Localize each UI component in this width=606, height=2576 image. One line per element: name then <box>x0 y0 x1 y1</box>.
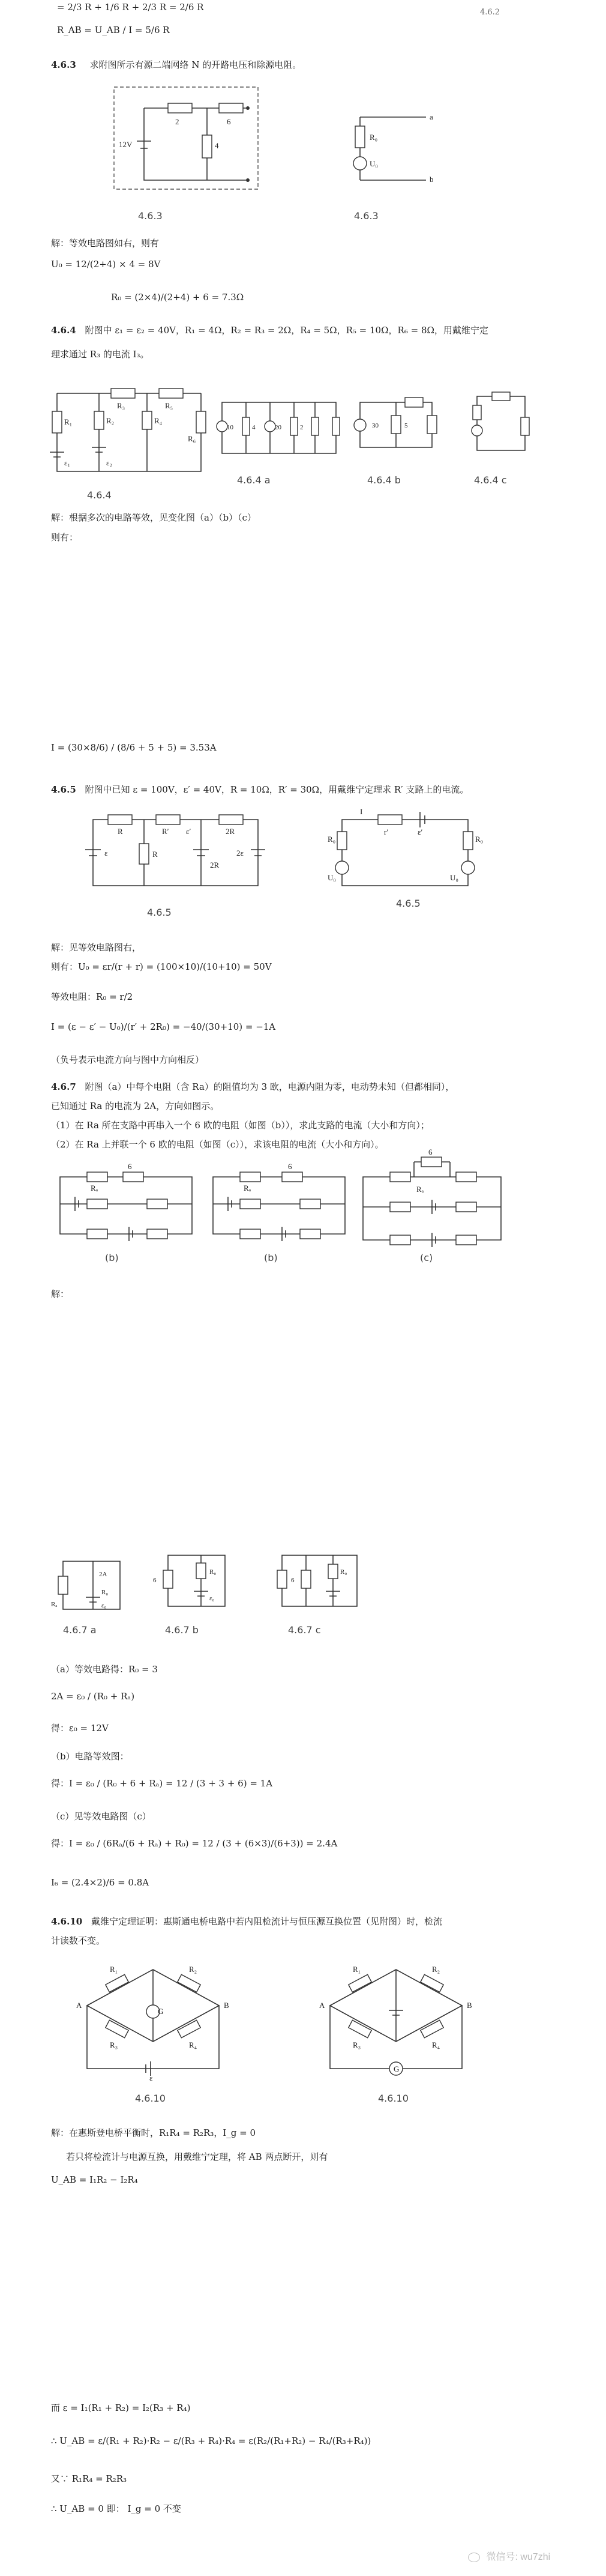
problem-text: （2）在 Ra 上并联一个 6 欧的电阻（如图（c）），求该电阻的电流（大小和方向）。 <box>51 1139 384 1150</box>
formula-line: I = (30×8/6) / (8/6 + 5 + 5) = 3.53A <box>51 742 217 753</box>
formula-line: （a）等效电路得：R₀ = 3 <box>51 1664 158 1675</box>
svg-text:2R: 2R <box>226 827 235 836</box>
problem-text: 已知通过 Ra 的电流为 2A，方向如图示。 <box>51 1101 220 1111</box>
label-2: 2 <box>175 117 179 126</box>
solution-text: 解：根据多次的电路等效，见变化图（a）（b）（c） <box>51 512 256 523</box>
circuit-4-6-7-b-eq <box>153 1546 237 1618</box>
svg-text:R₃: R₃ <box>353 2040 361 2049</box>
formula-line: ∴ U_AB = 0 即： I_g = 0 不变 <box>51 2503 181 2514</box>
formula-line: 得：I = ε₀ / (R₀ + 6 + Rₐ) = 12 / (3 + 3 + 6) = 1A <box>51 1778 273 1789</box>
svg-text:R₁: R₁ <box>353 1965 361 1974</box>
problem-text: 附图中 ε₁ = ε₂ = 40V，R₁ = 4Ω，R₂ = R₃ = 2Ω，R₄ = 5Ω，R₅ = 10Ω，R₆ = 8Ω，用戴维宁定 <box>85 325 488 336</box>
formula-line: R₀ = (2×4)/(2+4) + 6 = 7.3Ω <box>111 292 244 303</box>
svg-text:6: 6 <box>128 1162 132 1171</box>
svg-text:R₁: R₁ <box>110 1965 118 1974</box>
svg-text:R₆: R₆ <box>188 434 196 443</box>
circuit-4-6-10-b <box>312 1958 486 2084</box>
svg-text:30: 30 <box>372 422 379 429</box>
formula-line: 又∵ R₁R₄ = R₂R₃ <box>51 2473 127 2484</box>
circuit-4-6-7-b1 <box>51 1162 201 1246</box>
svg-text:6: 6 <box>291 1577 295 1584</box>
svg-text:20: 20 <box>275 424 281 431</box>
equivalent-4-6-3 <box>336 105 450 195</box>
svg-text:ε₂: ε₂ <box>106 458 112 467</box>
circuit-4-6-7-a-eq <box>51 1552 135 1618</box>
svg-text:B: B <box>467 2001 472 2010</box>
figure-caption: 4.6.4 b <box>367 474 401 486</box>
svg-text:Rₐ: Rₐ <box>244 1184 251 1193</box>
label-a: a <box>430 112 433 121</box>
problem-number: 4.6.10 <box>51 1916 83 1927</box>
label-u0: U₀ <box>370 159 378 168</box>
solution-text: 解：等效电路图如右，则有 <box>51 238 160 249</box>
svg-text:2: 2 <box>300 424 304 431</box>
problem-number: 4.6.5 <box>51 784 76 795</box>
svg-text:R′: R′ <box>162 827 169 836</box>
svg-text:R₀: R₀ <box>340 1568 347 1576</box>
problem-text: 附图中已知 ε = 100V，ε′ = 40V，R = 10Ω，R′ = 30Ω，用戴维宁定理求 R′ 支路上的电流。 <box>85 784 469 795</box>
figure-caption: 4.6.7 c <box>288 1624 321 1636</box>
formula-line: I₆ = (2.4×2)/6 = 0.8A <box>51 1877 149 1888</box>
svg-text:R: R <box>152 850 158 859</box>
circuit-4-6-5-b <box>324 805 492 901</box>
circuit-4-6-7-c <box>354 1147 510 1252</box>
circuit-4-6-4-c <box>468 387 534 459</box>
formula-line: = 2/3 R + 1/6 R + 2/3 R = 2/6 R <box>57 2 204 13</box>
label-4: 4 <box>215 141 219 150</box>
problem-4-6-5 <box>51 784 469 797</box>
figure-caption: 4.6.3 <box>354 210 379 222</box>
figure-caption: 4.6.3 <box>138 210 163 222</box>
circuit-4-6-7-c-eq <box>273 1546 369 1618</box>
label-12v: 12V <box>119 140 133 149</box>
svg-text:R₄: R₄ <box>432 2040 440 2049</box>
solution-text: 解： <box>51 1289 70 1299</box>
svg-text:G: G <box>394 2064 400 2073</box>
svg-text:R: R <box>118 827 123 836</box>
svg-text:2A: 2A <box>99 1571 107 1578</box>
wechat-icon <box>468 2553 480 2562</box>
svg-text:R₄: R₄ <box>189 2040 197 2049</box>
svg-text:U₀: U₀ <box>450 873 458 882</box>
svg-text:ε₀: ε₀ <box>101 1602 107 1609</box>
figure-caption: (c) <box>420 1252 433 1263</box>
svg-text:R₃: R₃ <box>110 2040 118 2049</box>
svg-text:A: A <box>76 2001 82 2010</box>
note-text: （负号表示电流方向与图中方向相反） <box>51 1054 205 1065</box>
svg-text:G: G <box>158 2007 164 2016</box>
circuit-4-6-4 <box>51 381 213 486</box>
formula-line: 则有：U₀ = εr/(r + r) = (100×10)/(10+10) = 50V <box>51 961 272 972</box>
svg-text:I: I <box>360 807 363 816</box>
figure-caption: 4.6.7 b <box>165 1624 199 1636</box>
circuit-4-6-4-b <box>354 390 438 456</box>
svg-text:U₀: U₀ <box>328 873 336 882</box>
svg-text:ε₁: ε₁ <box>64 458 70 467</box>
problem-text: 附图（a）中每个电阻（含 Ra）的阻值均为 3 欧，电源内阻为零，电动势未知（但都相同）， <box>85 1081 455 1092</box>
problem-number: 4.6.3 <box>51 59 76 70</box>
svg-text:R₀: R₀ <box>101 1589 109 1596</box>
svg-text:ε′: ε′ <box>186 827 191 836</box>
svg-text:Rₐ: Rₐ <box>91 1184 98 1193</box>
watermark <box>468 2549 550 2563</box>
svg-text:6: 6 <box>428 1147 433 1156</box>
figure-caption: 4.6.7 a <box>63 1624 97 1636</box>
formula-line: （c）见等效电路图（c） <box>51 1811 151 1822</box>
solution-text: 则有： <box>51 532 79 543</box>
svg-text:ε: ε <box>104 848 108 857</box>
problem-4-6-3 <box>51 59 301 72</box>
svg-text:R₂: R₂ <box>106 416 115 425</box>
svg-text:ε₀: ε₀ <box>209 1595 215 1602</box>
svg-text:R₂: R₂ <box>432 1965 440 1974</box>
formula-line: 得：I = ε₀ / (6Rₐ/(6 + Rₐ) + R₀) = 12 / (3 + (6×3)/(6+3)) = 2.4A <box>51 1838 338 1849</box>
svg-text:R₀: R₀ <box>475 835 484 844</box>
svg-text:R₃: R₃ <box>117 401 125 410</box>
problem-text: 戴维宁定理证明：惠斯通电桥电路中若内阻检流计与恒压源互换位置（见附图）时，检流 <box>91 1916 442 1927</box>
svg-text:Rₐ: Rₐ <box>416 1185 424 1194</box>
problem-number: 4.6.4 <box>51 325 76 336</box>
svg-text:6: 6 <box>288 1162 292 1171</box>
circuit-4-6-7-b2 <box>204 1162 354 1246</box>
label-r0: R₀ <box>370 133 378 142</box>
figure-caption: 4.6.5 <box>147 907 172 918</box>
problem-text: 求附图所示有源二端网络 N 的开路电压和除源电阻。 <box>89 59 302 70</box>
svg-text:ε: ε <box>149 2073 153 2082</box>
svg-text:r′: r′ <box>384 827 389 836</box>
svg-text:10: 10 <box>227 424 233 431</box>
figure-caption: 4.6.5 <box>396 898 421 909</box>
label-6: 6 <box>227 117 231 126</box>
formula-line: 等效电阻：R₀ = r/2 <box>51 991 133 1002</box>
problem-4-6-7 <box>51 1081 454 1094</box>
svg-text:R₅: R₅ <box>165 401 173 410</box>
svg-text:A: A <box>319 2001 325 2010</box>
label-b: b <box>430 175 434 184</box>
figure-caption: 4.6.10 <box>135 2093 166 2104</box>
svg-text:2ε: 2ε <box>236 848 244 857</box>
svg-text:2R: 2R <box>210 860 220 869</box>
formula-line: R_AB = U_AB / I = 5/6 R <box>57 25 170 35</box>
circuit-4-6-5-a <box>84 808 270 904</box>
solution-text: 解：见等效电路图右， <box>51 942 142 953</box>
formula-line: 得：ε₀ = 12V <box>51 1723 109 1734</box>
circuit-4-6-3 <box>102 81 300 207</box>
figure-caption: 4.6.4 <box>87 489 112 501</box>
figure-caption: (b) <box>105 1252 119 1263</box>
problem-number: 4.6.7 <box>51 1081 76 1092</box>
svg-text:ε′: ε′ <box>418 827 423 836</box>
figure-caption: 4.6.10 <box>378 2093 409 2104</box>
figure-caption: 4.6.4 a <box>237 474 271 486</box>
watermark-text: 微信号: wu7zhi <box>486 2552 551 2562</box>
figure-caption: (b) <box>264 1252 278 1263</box>
solution-text: 若只将检流计与电源互换，用戴维宁定理，将 AB 两点断开，则有 <box>66 2151 328 2162</box>
circuit-4-6-10-a <box>69 1958 243 2084</box>
circuit-4-6-4-a <box>216 393 342 462</box>
svg-text:6: 6 <box>153 1577 157 1584</box>
svg-text:4: 4 <box>252 424 256 431</box>
figure-caption: 4.6.4 c <box>474 474 507 486</box>
problem-text: （1）在 Ra 所在支路中再串入一个 6 欧的电阻（如图（b）），求此支路的电流（大小和方向）； <box>51 1120 430 1131</box>
problem-text: 计读数不变。 <box>51 1935 106 1946</box>
svg-text:R₂: R₂ <box>189 1965 197 1974</box>
formula-line: ∴ U_AB = ε/(R₁ + R₂)·R₂ − ε/(R₃ + R₄)·R₄ = ε(R₂/(R₁+R₂) − R₄/(R₃+R₄)) <box>51 2435 371 2446</box>
svg-text:5: 5 <box>404 422 408 429</box>
svg-text:B: B <box>224 2001 229 2010</box>
svg-text:R₀: R₀ <box>209 1568 217 1576</box>
formula-line: I = (ε − ε′ − U₀)/(r′ + 2R₀) = −40/(30+10) = −1A <box>51 1021 276 1032</box>
formula-line: U_AB = I₁R₂ − I₂R₄ <box>51 2174 138 2185</box>
svg-text:R₄: R₄ <box>154 416 163 425</box>
page-mark: 4.6.2 <box>480 8 500 17</box>
solution-text: 解：在惠斯登电桥平衡时，R₁R₄ = R₂R₃，I_g = 0 <box>51 2127 256 2138</box>
svg-text:Rₐ: Rₐ <box>51 1601 58 1608</box>
formula-line: 而 ε = I₁(R₁ + R₂) = I₂(R₃ + R₄) <box>51 2402 191 2413</box>
svg-text:R₀: R₀ <box>328 835 336 844</box>
problem-4-6-10 <box>51 1915 442 1929</box>
problem-4-6-4 <box>51 324 488 337</box>
formula-line: U₀ = 12/(2+4) × 4 = 8V <box>51 259 161 270</box>
formula-line: （b）电路等效图： <box>51 1751 129 1762</box>
formula-line: 2A = ε₀ / (R₀ + Rₐ) <box>51 1691 135 1702</box>
problem-text: 理求通过 R₃ 的电流 I₃。 <box>51 349 149 360</box>
svg-text:R₁: R₁ <box>64 417 73 426</box>
